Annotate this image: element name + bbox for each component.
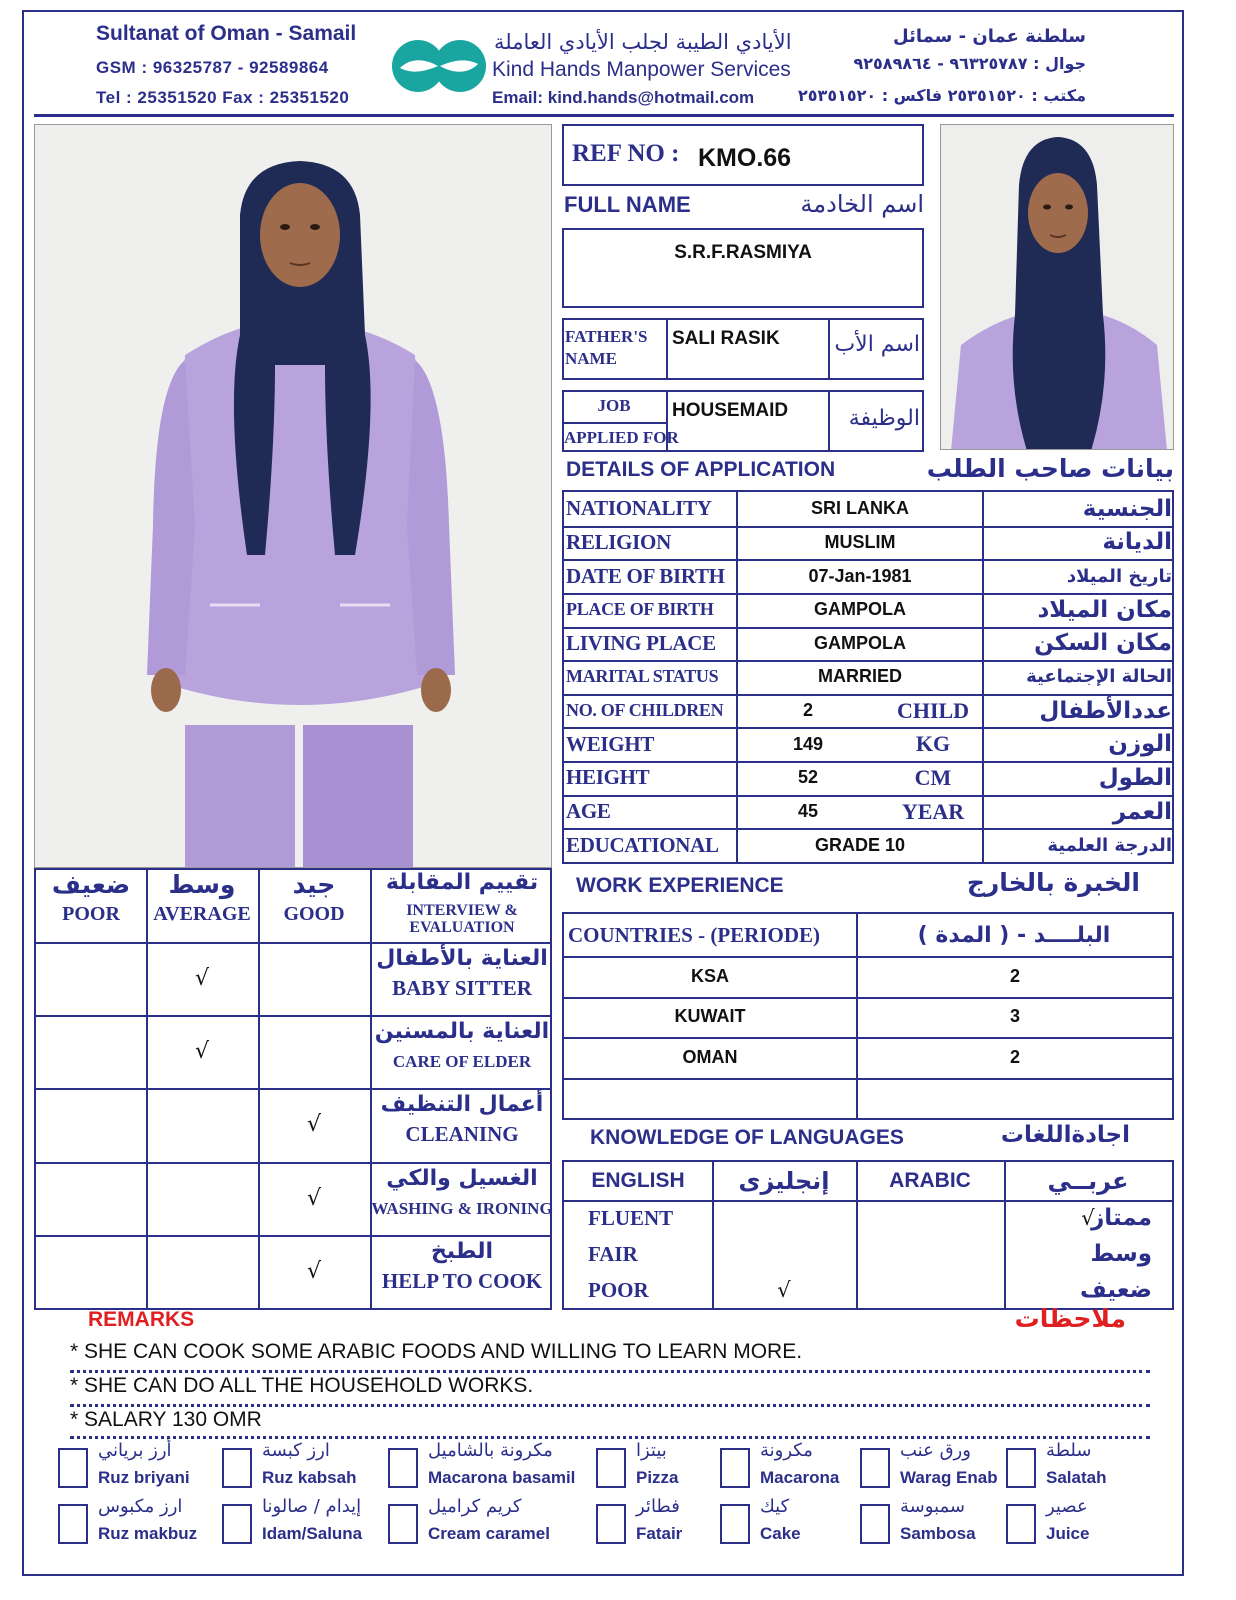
food-name-ar: سمبوسة: [900, 1496, 965, 1517]
food-name-en: Salatah: [1046, 1468, 1107, 1487]
eval-check-mark: √: [194, 966, 210, 992]
work-period: 3: [1009, 1006, 1020, 1027]
work-country: [564, 1078, 856, 1119]
details-value: SRI LANKA: [811, 498, 909, 519]
details-label-en: DATE OF BIRTH: [566, 563, 725, 588]
food-checkbox[interactable]: [58, 1448, 88, 1488]
food-name-ar: كيك: [760, 1496, 790, 1517]
details-unit: YEAR: [901, 798, 965, 824]
eval-skill-ar: الغسيل والكي: [386, 1165, 538, 1191]
work-col-header-en: COUNTRIES - (PERIODE): [568, 922, 821, 947]
remark-line-1: * SHE CAN COOK SOME ARABIC FOODS AND WILLING TO LEARN MORE.: [70, 1340, 803, 1363]
food-checkbox[interactable]: [860, 1504, 890, 1544]
food-name-ar: كريم كراميل: [428, 1496, 522, 1517]
food-name-ar: أرز برياني: [98, 1440, 172, 1461]
food-name-en: Macarona: [760, 1468, 840, 1487]
food-checkbox[interactable]: [1006, 1504, 1036, 1544]
job-value: HOUSEMAID: [672, 400, 789, 421]
languages-table: [562, 1160, 1174, 1310]
eval-skill-ar: العناية بالأطفال: [376, 946, 548, 971]
header-en-tel: Tel : 25351520 Fax : 25351520: [96, 88, 350, 107]
work-period: 2: [1009, 1046, 1020, 1067]
details-label-en: PLACE OF BIRTH: [566, 599, 714, 620]
work-country: KUWAIT: [674, 1006, 746, 1027]
eval-header-en: INTERVIEW & EVALUATION: [406, 902, 518, 936]
details-unit: KG: [915, 731, 951, 757]
eval-header-ar: جيد: [292, 870, 336, 899]
details-value: GRADE 10: [814, 834, 906, 855]
food-name-ar: فطائر: [636, 1496, 680, 1517]
details-label-ar: الجنسية: [1082, 495, 1172, 522]
eval-check-mark: √: [194, 1039, 210, 1065]
lang-level-en: POOR: [588, 1277, 649, 1302]
company-name-en: Kind Hands Manpower Services: [492, 58, 791, 81]
details-label-en: MARITAL STATUS: [566, 666, 719, 687]
eval-row-divider: [36, 1015, 550, 1017]
food-name-en: Fatair: [636, 1524, 683, 1543]
details-label-ar: الطول: [1098, 764, 1172, 791]
lang-header: ARABIC: [889, 1169, 971, 1192]
food-checkbox[interactable]: [222, 1504, 252, 1544]
details-label-ar: الحالة الإجتماعية: [1026, 666, 1172, 688]
header-ar-tel: مكتب : ٢٥٣٥١٥٢٠ فاكس : ٢٥٣٥١٥٢٠: [798, 86, 1086, 105]
work-country: KSA: [690, 965, 729, 986]
eval-header-ar: وسط: [168, 870, 236, 899]
father-name-value: SALI RASIK: [672, 328, 780, 349]
applicant-full-photo: [34, 124, 552, 868]
details-label-en: EDUCATIONAL: [566, 832, 719, 857]
eval-header-en: POOR: [62, 903, 120, 925]
eval-skill-en: CLEANING: [405, 1122, 519, 1147]
work-experience-table: [562, 912, 1174, 1120]
details-label-en: LIVING PLACE: [566, 630, 716, 655]
ref-label: REF NO :: [572, 140, 680, 167]
eval-skill-ar: العناية بالمسنين: [374, 1019, 550, 1045]
eval-head-divider: [36, 942, 550, 944]
details-label-ar: تاريخ الميلاد: [1066, 565, 1172, 587]
food-name-en: Macarona basamil: [428, 1468, 576, 1487]
food-name-en: Pizza: [636, 1468, 679, 1487]
details-label-ar: الدرجة العلمية: [1047, 834, 1172, 856]
header-en-title: Sultanat of Oman - Samail: [96, 22, 357, 45]
details-unit: CM: [914, 764, 952, 790]
food-name-en: Juice: [1046, 1524, 1090, 1543]
food-name-ar: مكرونة بالشاميل: [428, 1440, 553, 1461]
food-checkbox[interactable]: [860, 1448, 890, 1488]
details-label-ar: الوزن: [1108, 731, 1172, 758]
food-name-ar: ارز مكبوس: [98, 1496, 183, 1517]
header-ar-gsm: جوال : ٩٦٣٢٥٧٨٧ - ٩٢٥٨٩٨٦٤: [853, 54, 1086, 73]
lang-check-mark: √: [777, 1278, 791, 1302]
food-name-ar: سلطة: [1046, 1440, 1092, 1461]
lang-header: عربــي: [1047, 1167, 1129, 1195]
food-name-en: Ruz makbuz: [98, 1524, 198, 1543]
eval-skill-ar: أعمال التنظيف: [380, 1092, 544, 1118]
details-unit: CHILD: [896, 697, 970, 723]
job-label-en-1: JOB: [597, 396, 631, 415]
details-label-en: HEIGHT: [566, 765, 650, 790]
lang-level-en: FAIR: [588, 1241, 638, 1266]
details-label-en: NATIONALITY: [566, 496, 712, 521]
details-value: 07-Jan-1981: [808, 565, 912, 586]
evaluation-table: [34, 868, 552, 1310]
food-checkbox[interactable]: [58, 1504, 88, 1544]
company-email: Email: kind.hands@hotmail.com: [492, 88, 755, 107]
lang-level-ar: ممتاز: [1091, 1205, 1152, 1231]
company-logo-icon: [390, 38, 488, 94]
eval-skill-en: WASHING & IRONING: [371, 1198, 553, 1218]
eval-skill-en: CARE OF ELDER: [392, 1052, 532, 1072]
remarks-label-en: REMARKS: [88, 1308, 195, 1331]
food-name-en: Cake: [760, 1524, 801, 1543]
details-label-ar: العمر: [1112, 798, 1172, 825]
food-checkbox[interactable]: [388, 1504, 418, 1544]
food-name-en: Sambosa: [900, 1524, 976, 1543]
work-col-header-ar: البلــــد - ( المدة ): [917, 922, 1111, 948]
eval-header-ar: ضعيف: [51, 870, 131, 899]
details-label-ar: مكان الميلاد: [1037, 596, 1172, 623]
header-divider: [34, 114, 1174, 117]
full-name-label-en: FULL NAME: [564, 192, 691, 217]
job-label-en-2: APPLIED FOR: [564, 428, 679, 447]
details-label-en: WEIGHT: [566, 731, 655, 756]
food-name-en: Cream caramel: [428, 1524, 550, 1543]
food-name-en: Ruz briyani: [98, 1468, 190, 1487]
details-value: MARRIED: [818, 666, 902, 687]
eval-header-en: AVERAGE: [153, 903, 251, 925]
work-exp-title-en: WORK EXPERIENCE: [576, 874, 784, 897]
remark-line-3: * SALARY 130 OMR: [70, 1408, 262, 1431]
work-country: OMAN: [682, 1046, 738, 1067]
food-checkbox[interactable]: [222, 1448, 252, 1488]
food-name-ar: ورق عنب: [900, 1440, 971, 1461]
eval-skill-en: HELP TO COOK: [381, 1268, 543, 1293]
details-label-ar: الديانة: [1102, 529, 1172, 556]
food-name-ar: إيدام / صالونا: [262, 1496, 362, 1517]
languages-title-en: KNOWLEDGE OF LANGUAGES: [590, 1126, 904, 1149]
full-name-value: S.R.F.RASMIYA: [674, 242, 812, 263]
lang-header: إنجليزى: [738, 1167, 830, 1195]
details-value: 52: [797, 767, 819, 788]
header-ar-title: سلطنة عمان - سمائل: [893, 26, 1086, 47]
food-checkbox[interactable]: [720, 1448, 750, 1488]
work-exp-title-ar: الخبرة بالخارج: [966, 868, 1140, 897]
eval-check-mark: √: [306, 1258, 322, 1284]
remark-line-2: * SHE CAN DO ALL THE HOUSEHOLD WORKS.: [70, 1374, 534, 1397]
details-label-en: RELIGION: [566, 529, 671, 554]
details-title-en: DETAILS OF APPLICATION: [566, 458, 836, 481]
details-value: GAMPOLA: [814, 599, 906, 620]
details-label-en: NO. OF CHILDREN: [566, 700, 724, 721]
food-checkbox[interactable]: [1006, 1448, 1036, 1488]
languages-title-ar: اجادةاللغات: [1000, 1122, 1130, 1148]
father-label-ar: اسم الأب: [834, 332, 920, 357]
food-name-en: Warag Enab: [900, 1468, 998, 1487]
work-period: [858, 1078, 1172, 1119]
food-name-en: Idam/Saluna: [262, 1524, 363, 1543]
details-table: [562, 490, 1174, 864]
food-name-ar: بيتزا: [636, 1440, 667, 1461]
eval-header-ar: تقييم المقابلة: [385, 870, 539, 895]
eval-skill-ar: الطبخ: [430, 1238, 494, 1264]
food-checkbox[interactable]: [388, 1448, 418, 1488]
work-period: 2: [1009, 965, 1020, 986]
food-name-ar: عصير: [1046, 1496, 1088, 1517]
remarks-label-ar: ملاحظات: [1014, 1304, 1126, 1333]
header-en-gsm: GSM : 96325787 - 92589864: [96, 58, 329, 77]
details-label-ar: عددالأطفال: [1039, 697, 1172, 724]
full-name-box: [562, 228, 924, 308]
lang-check-mark: √: [1081, 1206, 1095, 1230]
company-name-ar: الأيادي الطيبة لجلب الأيادي العاملة: [494, 30, 792, 54]
details-title-ar: بيانات صاحب الطلب: [926, 454, 1174, 483]
eval-skill-en: BABY SITTER: [392, 976, 532, 1000]
details-value: GAMPOLA: [814, 632, 906, 653]
ref-value: KMO.66: [698, 144, 792, 172]
full-name-label-ar: اسم الخادمة: [800, 190, 924, 218]
food-checkbox[interactable]: [596, 1448, 626, 1488]
details-value: 2: [802, 700, 813, 721]
eval-header-en: GOOD: [283, 903, 345, 925]
food-name-ar: ارز كبسة: [262, 1440, 330, 1461]
details-label-en: AGE: [566, 799, 611, 824]
lang-header: ENGLISH: [591, 1169, 685, 1192]
food-checkbox[interactable]: [596, 1504, 626, 1544]
details-value: MUSLIM: [824, 531, 896, 552]
details-label-ar: مكان السكن: [1034, 630, 1172, 657]
eval-check-mark: √: [306, 1185, 322, 1211]
eval-check-mark: √: [306, 1112, 322, 1138]
food-checkbox[interactable]: [720, 1504, 750, 1544]
lang-level-ar: وسط: [1090, 1241, 1152, 1267]
applicant-portrait-photo: [940, 124, 1174, 450]
father-label-en: FATHER'S NAME: [565, 327, 648, 368]
food-name-en: Ruz kabsah: [262, 1468, 357, 1487]
lang-level-en: FLUENT: [588, 1205, 674, 1230]
job-label-ar: الوظيفة: [848, 406, 920, 431]
lang-level-ar: ضعيف: [1080, 1277, 1152, 1303]
details-value: 45: [797, 801, 819, 822]
details-value: 149: [792, 733, 824, 754]
food-name-ar: مكرونة: [760, 1440, 813, 1461]
